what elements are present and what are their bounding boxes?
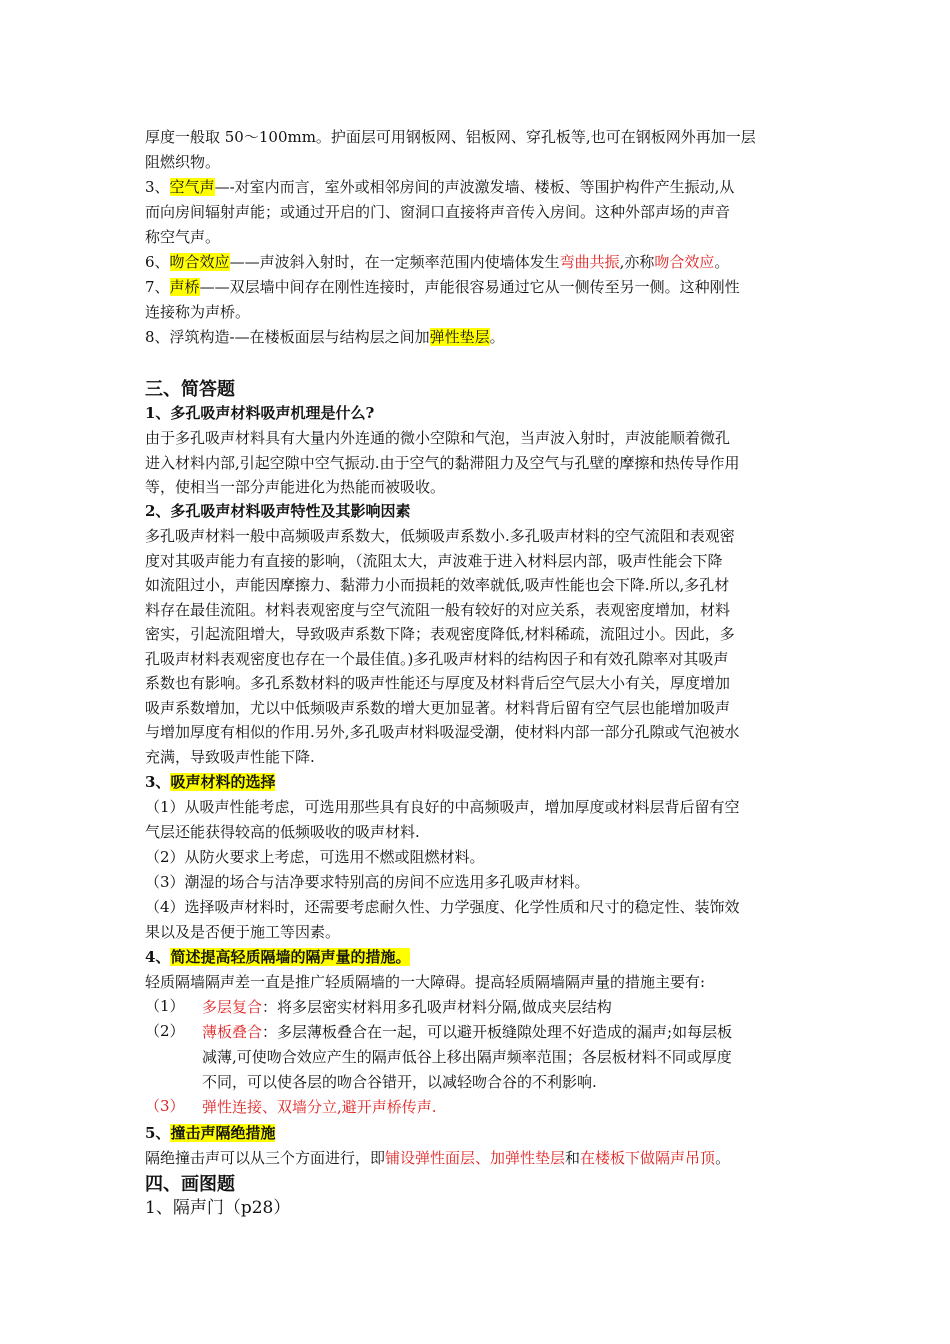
definition-6 <box>145 250 810 275</box>
highlighted-term: 声桥 <box>169 278 200 296</box>
paragraph-line: 度对其吸声能力有直接的影响，（流阻太大，声波难于进入材料层内部，吸声性能会下降 <box>145 552 723 570</box>
highlighted-title: 吸声材料的选择 <box>170 773 276 791</box>
red-term: 多层复合 <box>202 998 263 1016</box>
red-term: 吻合效应 <box>654 253 715 271</box>
highlighted-term: 空气声 <box>169 178 215 196</box>
paragraph-text: 隔绝撞击声可以从三个方面进行，即 <box>145 1149 386 1167</box>
paragraph-line: 由于多孔吸声材料具有大量内外连通的微小空隙和气泡，当声波入射时，声波能顺着微孔 <box>145 429 731 447</box>
list-item-continued: 不同，可以使各层的吻合谷错开，以减轻吻合谷的不利影响. <box>202 1073 597 1091</box>
paragraph-line: 果以及是否便于施工等因素。 <box>145 923 341 941</box>
highlighted-term: 弹性垫层 <box>429 328 490 346</box>
question-title: 2、多孔吸声材料吸声特性及其影响因素 <box>145 502 411 520</box>
red-term: 铺设弹性面层、加弹性垫层 <box>385 1149 566 1167</box>
definition-text: 8、浮筑构造-—在楼板面层与结构层之间加 <box>145 328 430 346</box>
paragraph-line: 等，使相当一部分声能进化为热能而被吸收。 <box>145 478 446 496</box>
question-title <box>145 1122 275 1143</box>
item-number: 3、 <box>145 178 170 196</box>
paragraph-text: 和 <box>565 1149 581 1167</box>
highlighted-title: 简述提高轻质隔墙的隔声量的措施。 <box>170 948 411 966</box>
definition-text: —-对室内而言，室外或相邻房间的声波激发墙、楼板、等围护构件产生振动,从 <box>214 178 735 196</box>
definition-text: 。 <box>489 328 505 346</box>
paragraph-line: 而向房间辐射声能；或通过开启的门、窗洞口直接将声音传入房间。这种外部声场的声音 <box>145 203 731 221</box>
definition-text: ——声波斜入射时，在一定频率范围内使墙体发生 <box>229 253 560 271</box>
paragraph-line: 吸声系数增加，尤以中低频吸声系数的增大更加显著。材料背后留有空气层也能增加吸声 <box>145 699 731 717</box>
paragraph-line: 连接称为声桥。 <box>145 303 251 321</box>
definition-8 <box>145 325 810 350</box>
paragraph-text: 。 <box>715 1149 731 1167</box>
list-item-continued: 减薄,可使吻合效应产生的隔声低谷上移出隔声频率范围；各层板材料不同或厚度 <box>202 1048 732 1066</box>
paragraph-line: 密实，引起流阻增大，导致吸声系数下降；表观密度降低,材料稀疏，流阻过小。因此，多 <box>145 625 735 643</box>
item-number: 3、 <box>145 773 171 791</box>
definition-3 <box>145 175 810 200</box>
list-text: ：将多层密实材料用多孔吸声材料分隔,做成夹层结构 <box>262 998 612 1016</box>
question-title: 1、多孔吸声材料吸声机理是什么? <box>145 404 375 422</box>
highlighted-title: 撞击声隔绝措施 <box>170 1124 276 1142</box>
paragraph-line: 多孔吸声材料一般中高频吸声系数大，低频吸声系数小.多孔吸声材料的空气流阻和表观密 <box>145 527 735 545</box>
item-number: 6、 <box>145 253 170 271</box>
paragraph-line <box>145 1146 810 1171</box>
paragraph-line: 阻燃织物。 <box>145 153 221 171</box>
paragraph-line: 充满，导致吸声性能下降. <box>145 748 315 766</box>
highlighted-term: 吻合效应 <box>169 253 230 271</box>
paragraph-line: （3）潮湿的场合与洁净要求特别高的房间不应选用多孔吸声材料。 <box>145 873 590 891</box>
section-heading: 三、简答题 <box>145 379 235 400</box>
list-item <box>202 1020 732 1045</box>
red-term: 弯曲共振 <box>559 253 620 271</box>
list-item <box>202 995 612 1020</box>
paragraph-line: 称空气声。 <box>145 228 221 246</box>
paragraph-line: 料存在最佳流阻。材料表观密度与空气流阻一般有较好的对应关系，表观密度增加，材料 <box>145 601 731 619</box>
paragraph-line: 轻质隔墙隔声差一直是推广轻质隔墙的一大障碍。提高轻质隔墙隔声量的措施主要有: <box>145 973 706 991</box>
question-title <box>145 771 275 792</box>
list-text: ：多层薄板叠合在一起，可以避开板缝隙处理不好造成的漏声;如每层板 <box>262 1023 733 1041</box>
paragraph-line: 与增加厚度有相似的作用.另外,多孔吸声材料吸湿受潮，使材料内部一部分孔隙或气泡被水 <box>145 723 740 741</box>
paragraph-line: 气层还能获得较高的低频吸收的吸声材料. <box>145 823 420 841</box>
definition-text: ,亦称 <box>619 253 655 271</box>
paragraph-line: 厚度一般取 50～100mm。护面层可用钢板网、铝板网、穿孔板等,也可在钢板网外再加一层 <box>145 128 756 146</box>
paragraph-line: 孔吸声材料表观密度也存在一个最佳值。)多孔吸声材料的结构因子和有效孔隙率对其吸声 <box>145 650 729 668</box>
paragraph-line: 系数也有影响。多孔系数材料的吸声性能还与厚度及材料背后空气层大小有关，厚度增加 <box>145 674 731 692</box>
section-heading: 四、画图题 <box>145 1174 235 1195</box>
paragraph-line: （2）从防火要求上考虑，可选用不燃或阻燃材料。 <box>145 848 485 866</box>
paragraph-line: 如流阻过小，声能因摩擦力、黏滞力小而损耗的效率就低,吸声性能也会下降.所以,多孔材 <box>145 576 730 594</box>
red-term: 在楼板下做隔声吊顶 <box>580 1149 716 1167</box>
paragraph-line: （1）从吸声性能考虑，可选用那些具有良好的中高频吸声，增加厚度或材料层背后留有空 <box>145 798 740 816</box>
drawing-item: 1、隔声门（p28） <box>145 1198 291 1218</box>
list-number: （3） <box>145 1097 185 1115</box>
list-number: （1） <box>145 997 185 1015</box>
definition-7 <box>145 275 810 300</box>
list-item: 弹性连接、双墙分立,避开声桥传声. <box>202 1098 437 1116</box>
question-title <box>145 946 410 967</box>
red-term: 薄板叠合 <box>202 1023 263 1041</box>
paragraph-line: 进入材料内部,引起空隙中空气振动.由于空气的黏滞阻力及空气与孔壁的摩擦和热传导作用 <box>145 454 740 472</box>
list-number: （2） <box>145 1022 185 1040</box>
item-number: 5、 <box>145 1124 171 1142</box>
item-number: 7、 <box>145 278 170 296</box>
definition-text: 。 <box>714 253 730 271</box>
paragraph-line: （4）选择吸声材料时，还需要考虑耐久性、力学强度、化学性质和尺寸的稳定性、装饰效 <box>145 898 740 916</box>
definition-text: ——双层墙中间存在刚性连接时，声能很容易通过它从一侧传至另一侧。这种刚性 <box>199 278 740 296</box>
item-number: 4、 <box>145 948 171 966</box>
